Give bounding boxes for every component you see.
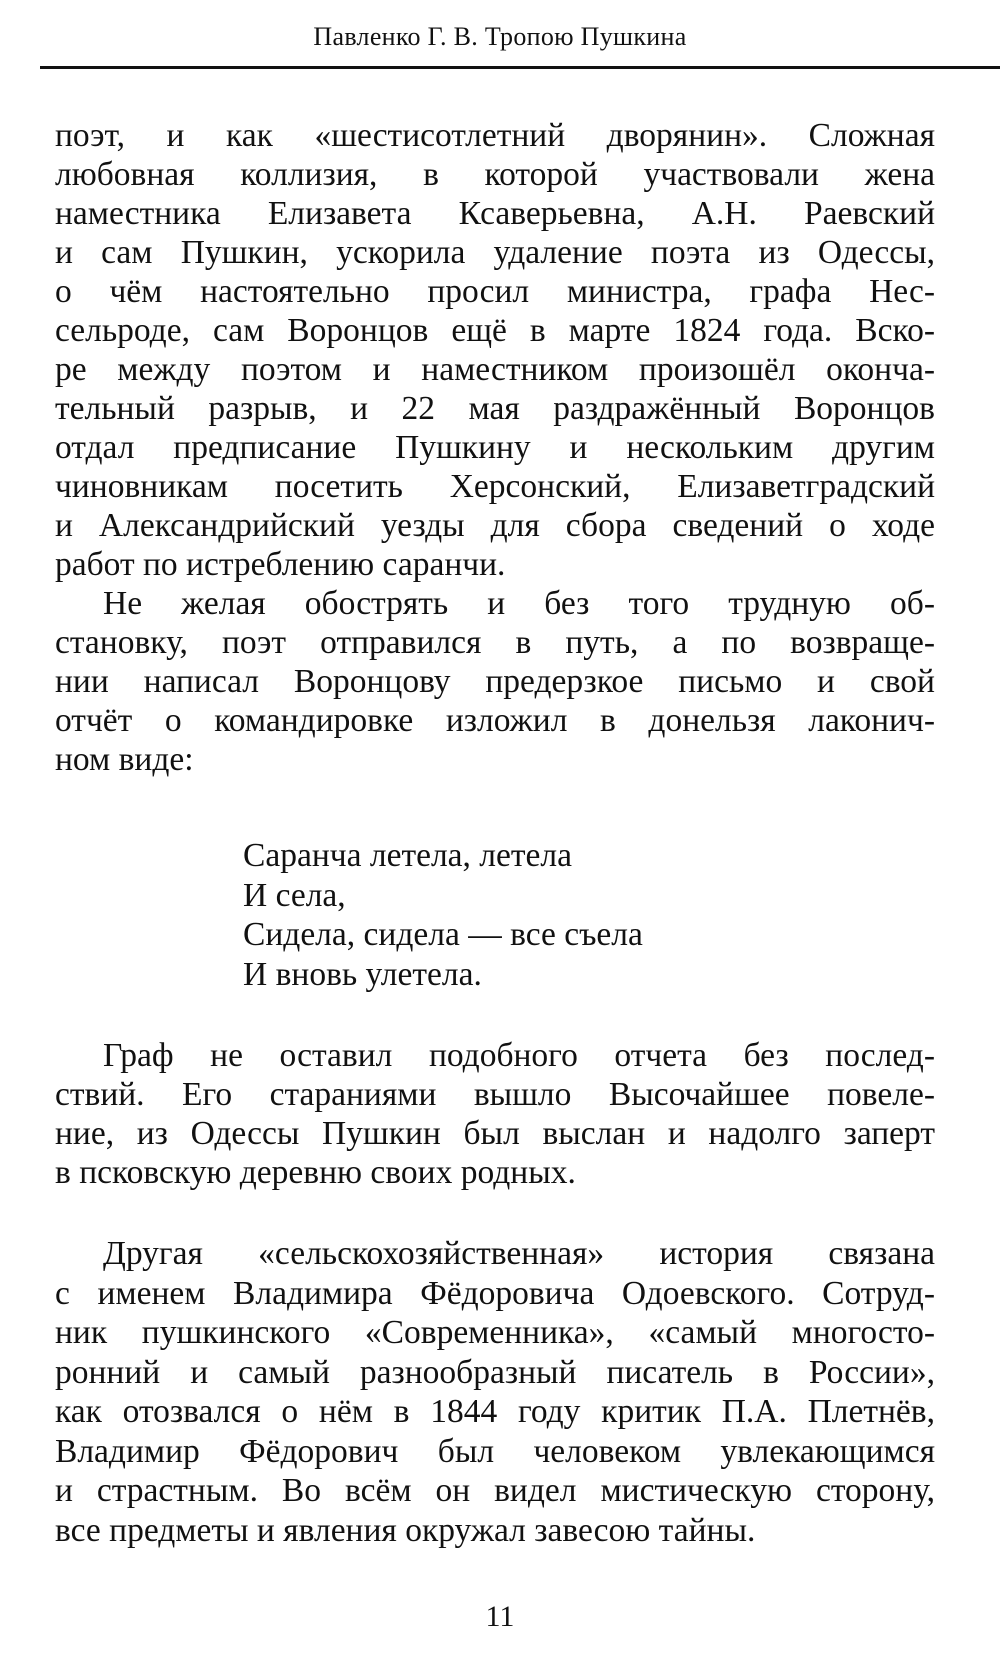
text-line: все предметы и явления окружал завесою тайны. [55,1511,756,1549]
poem-line: И вновь улетела. [243,955,482,993]
text-line: ре между поэтом и наместником произошёл оконча- [55,351,935,388]
text-line: чиновникам посетить Херсонский, Елизаветградский [55,468,935,505]
text-line: отдал предписание Пушкину и нескольким другим [55,429,935,466]
text-line: любовная коллизия, в которой участвовали жена [55,156,935,193]
poem-block [243,836,643,994]
body-text-top [55,116,935,779]
paragraph-count-reaction [55,1036,935,1192]
text-line: о чём настоятельно просил министра, графа Нес- [55,273,935,310]
paragraph-continued [55,116,935,584]
page-number: 11 [485,1600,515,1633]
text-line: Не желая обострять и без того трудную об- [103,585,935,622]
paragraph-odoevsky [55,1234,935,1550]
poem-line: Сидела, сидела — все съела [243,916,643,953]
text-line: отчёт о командировке изложил в донельзя лаконич- [55,702,935,739]
text-line: в псковскую деревню своих родных. [55,1154,576,1191]
text-line: и Александрийский уезды для сбора сведений о ходе [55,507,935,544]
text-line: и сам Пушкин, ускорила удаление поэта из Одессы, [55,234,935,271]
text-line: поэт, и как «шестисотлетний дворянин». Сложная [55,117,935,154]
text-line: и страстным. Во всём он видел мистическую сторону, [55,1472,935,1509]
text-line: нии написал Воронцову предерзкое письмо и свой [55,663,935,700]
running-head-title: Павленко Г. В. Тропою Пушкина [313,22,687,51]
text-line: наместника Елизавета Ксаверьевна, А.Н. Раевский [55,195,935,232]
text-line: ние, из Одессы Пушкин был выслан и надолго заперт [55,1115,935,1152]
text-line: ник пушкинского «Современника», «самый многосто- [55,1314,935,1351]
paragraph-locust-trip-cont [55,623,935,779]
text-line: становку, поэт отправился в путь, а по возвраще- [55,624,935,661]
text-line: работ по истреблению саранчи. [55,546,506,583]
text-line: ном виде: [55,741,194,778]
text-line: как отозвался о нём в 1844 году критик П.А. Плетнёв, [55,1393,935,1430]
paragraph-locust-trip [55,584,935,623]
poem-line: И села, [243,876,346,914]
text-line: тельный разрыв, и 22 мая раздражённый Воронцов [55,390,935,427]
text-line: Граф не оставил подобного отчета без послед- [103,1037,935,1074]
text-line: с именем Владимира Фёдоровича Одоевского. Сотруд- [55,1274,935,1312]
text-line: Владимир Фёдорович был человеком увлекающимся [55,1432,935,1470]
text-line: ствий. Его стараниями вышло Высочайшее повеле- [55,1076,935,1113]
text-line: Другая «сельскохозяйственная» история связана [103,1235,935,1272]
poem-line: Саранча летела, летела [243,837,572,874]
header-rule [40,66,1000,69]
text-line: сельроде, сам Воронцов ещё в марте 1824 года. Вско- [55,312,935,349]
text-line: ронний и самый разнообразный писатель в России», [55,1353,935,1391]
